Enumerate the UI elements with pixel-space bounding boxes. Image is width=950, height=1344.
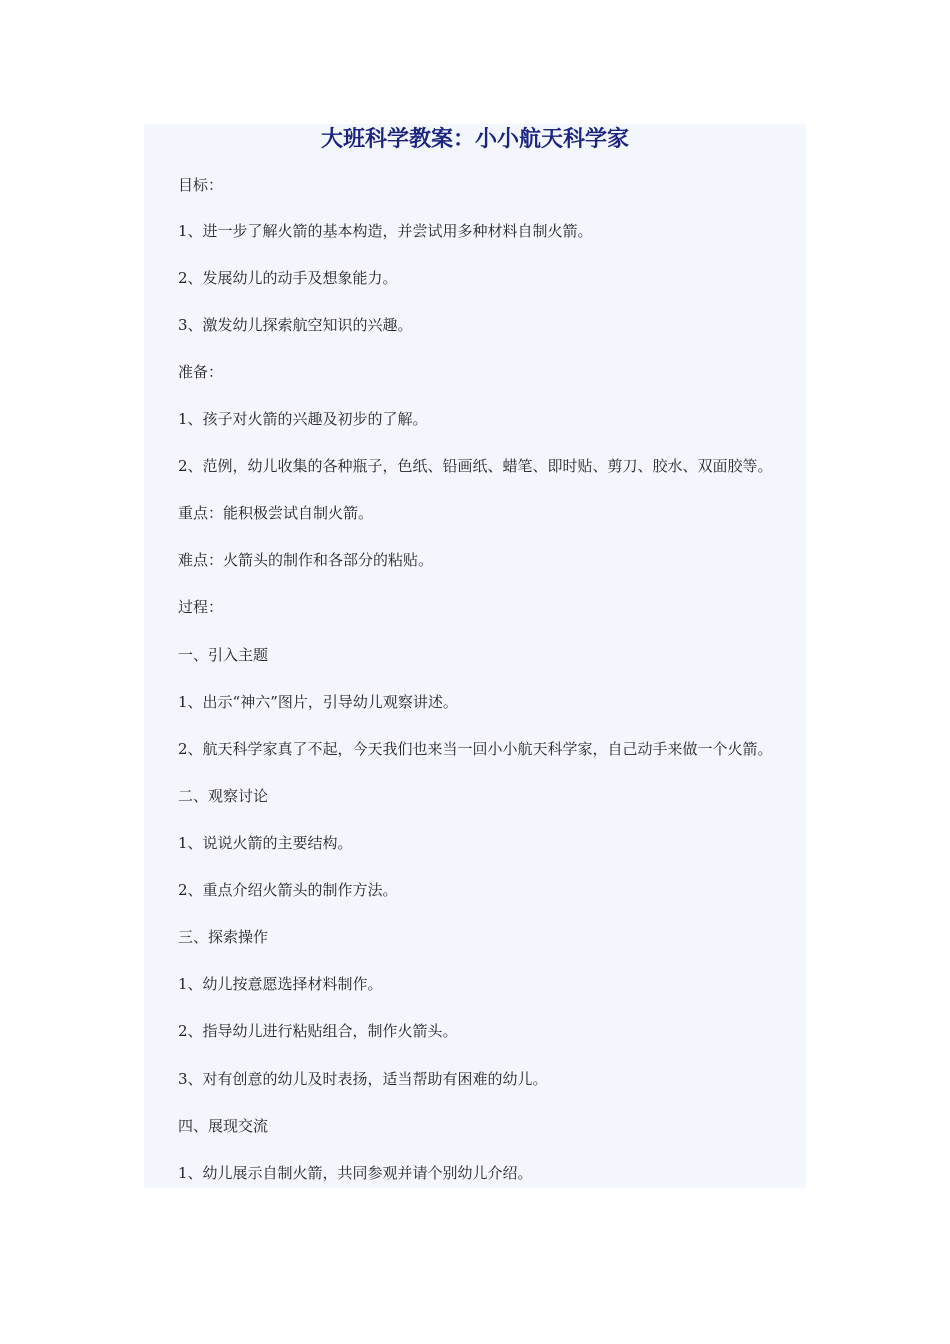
paragraph-process-2-2: 2、重点介绍火箭头的制作方法。	[178, 881, 398, 899]
paragraph-goal-1: 1、进一步了解火箭的基本构造，并尝试用多种材料自制火箭。	[178, 222, 593, 240]
paragraph-preparation-2: 2、范例，幼儿收集的各种瓶子，色纸、铅画纸、蜡笔、即时贴、剪刀、胶水、双面胶等。	[178, 457, 773, 475]
section-heading-goals: 目标：	[178, 176, 224, 194]
paragraph-process-3-2: 2、指导幼儿进行粘贴组合，制作火箭头。	[178, 1022, 458, 1040]
section-heading-process: 过程：	[178, 598, 224, 616]
document-content	[144, 124, 806, 1188]
paragraph-process-2-1: 1、说说火箭的主要结构。	[178, 834, 353, 852]
paragraph-process-4-1: 1、幼儿展示自制火箭，共同参观并请个别幼儿介绍。	[178, 1164, 533, 1182]
paragraph-preparation-1: 1、孩子对火箭的兴趣及初步的了解。	[178, 410, 428, 428]
subsection-heading-1: 一、引入主题	[178, 646, 269, 664]
document-title: 大班科学教案：小小航天科学家	[320, 126, 629, 152]
paragraph-process-1-2: 2、航天科学家真了不起，今天我们也来当一回小小航天科学家，自己动手来做一个火箭。	[178, 740, 773, 758]
section-heading-preparation: 准备：	[178, 363, 224, 381]
subsection-heading-4: 四、展现交流	[178, 1117, 269, 1135]
paragraph-process-3-1: 1、幼儿按意愿选择材料制作。	[178, 975, 383, 993]
paragraph-process-3-3: 3、对有创意的幼儿及时表扬，适当帮助有困难的幼儿。	[178, 1070, 548, 1088]
paragraph-key-point: 重点：能积极尝试自制火箭。	[178, 504, 374, 522]
subsection-heading-2: 二、观察讨论	[178, 787, 269, 805]
paragraph-difficulty: 难点：火箭头的制作和各部分的粘贴。	[178, 551, 434, 569]
paragraph-goal-2: 2、发展幼儿的动手及想象能力。	[178, 269, 398, 287]
subsection-heading-3: 三、探索操作	[178, 928, 269, 946]
paragraph-goal-3: 3、激发幼儿探索航空知识的兴趣。	[178, 316, 413, 334]
paragraph-process-1-1: 1、出示“神六”图片，引导幼儿观察讲述。	[178, 693, 458, 711]
